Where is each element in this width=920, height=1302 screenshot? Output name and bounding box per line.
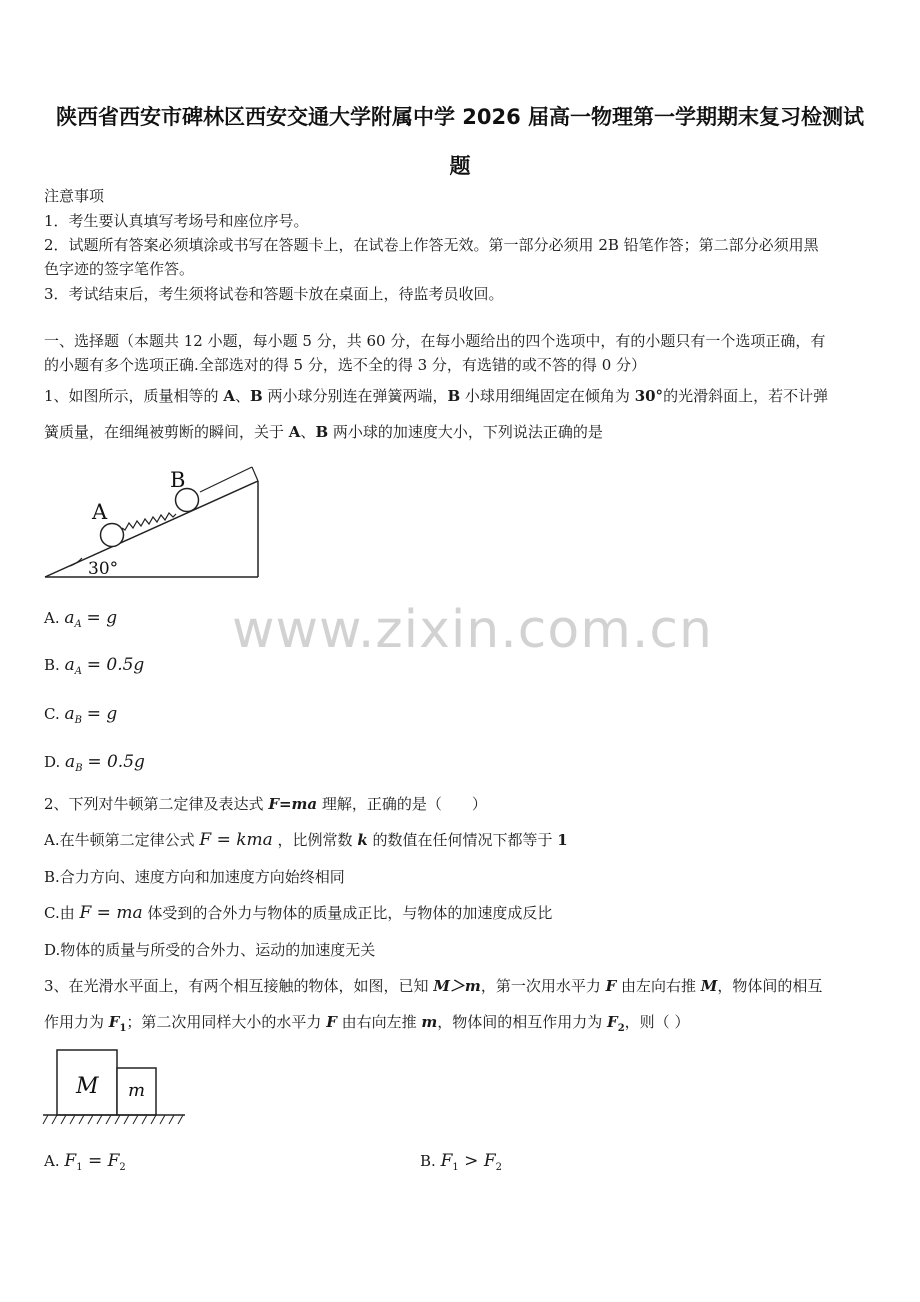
q3-stem-line1: 3、在光滑水平面上，有两个相互接触的物体，如图，已知 M＞m，第一次用水平力 F 由左向右推 M，物体间的相互 <box>44 977 823 995</box>
page-title: 陕西省西安市碑林区西安交通大学附属中学 2026 届高一物理第一学期期末复习检测试 <box>55 105 865 129</box>
label-b: B <box>170 468 186 492</box>
q1-stem-line1: 1、如图所示，质量相等的 A、B 两小球分别连在弹簧两端，B 小球用细绳固定在倾角为 30°的光滑斜面上，若不计弹 <box>44 387 829 405</box>
label-angle: 30° <box>88 559 119 579</box>
q2-option-a[interactable]: A.在牛顿第二定律公式 F = kma ，比例常数 k 的数值在任何情况下都等于 1 <box>44 830 568 850</box>
section-header: 一、选择题（本题共 12 小题，每小题 5 分，共 60 分，在每小题给出的四个选项中，有的小题只有一个选项正确，有 <box>44 332 826 350</box>
ball-a <box>101 524 124 547</box>
page-title-cont: 题 <box>449 154 471 178</box>
q2-option-c[interactable]: C.由 F = ma 体受到的合外力与物体的质量成正比，与物体的加速度成反比 <box>44 903 553 923</box>
label-small-m: m <box>128 1080 146 1101</box>
q1-option-a[interactable]: A. $a_A = g$ <box>44 608 118 630</box>
incline-figure <box>40 455 270 585</box>
q2-stem: 2、下列对牛顿第二定律及表达式 F=ma 理解，正确的是（ ） <box>44 795 487 813</box>
note-1: 1．考生要认真填写考场号和座位序号。 <box>44 212 309 230</box>
notes-heading: 注意事项 <box>44 187 105 205</box>
q3-stem-line2: 作用力为 $F_1$；第二次用同样大小的水平力 F 由右向左推 m，物体间的相互作用力为 $F_2$，则（ ） <box>44 1013 690 1034</box>
q1-option-d[interactable]: D. $a_B = 0.5g$ <box>44 752 145 774</box>
label-a: A <box>92 500 108 524</box>
q3-option-a[interactable]: A. $F_1 = F_2$ <box>44 1151 126 1173</box>
q1-stem-line2: 簧质量，在细绳被剪断的瞬间，关于 A、B 两小球的加速度大小，下列说法正确的是 <box>44 423 603 441</box>
q3-option-b[interactable]: B. $F_1 > F_2$ <box>420 1151 502 1173</box>
section-header-cont: 的小题有多个选项正确.全部选对的得 5 分，选不全的得 3 分，有选错的或不答的得 0 分） <box>44 356 647 374</box>
q1-option-c[interactable]: C. $a_B = g$ <box>44 704 118 726</box>
watermark: www.zixin.com.cn <box>232 600 713 660</box>
q2-option-b[interactable]: B.合力方向、速度方向和加速度方向始终相同 <box>44 868 345 886</box>
note-2-cont: 色字迹的签字笔作答。 <box>44 260 195 278</box>
label-big-m: M <box>76 1074 99 1099</box>
blocks-figure <box>40 1046 190 1130</box>
note-2: 2．试题所有答案必须填涂或书写在答题卡上，在试卷上作答无效。第一部分必须用 2B 铅笔作答；第二部分必须用黑 <box>44 236 819 254</box>
q2-option-d[interactable]: D.物体的质量与所受的合外力、运动的加速度无关 <box>44 941 376 959</box>
q1-option-b[interactable]: B. $a_A = 0.5g$ <box>44 655 145 677</box>
note-3: 3．考试结束后，考生须将试卷和答题卡放在桌面上，待监考员收回。 <box>44 285 504 303</box>
